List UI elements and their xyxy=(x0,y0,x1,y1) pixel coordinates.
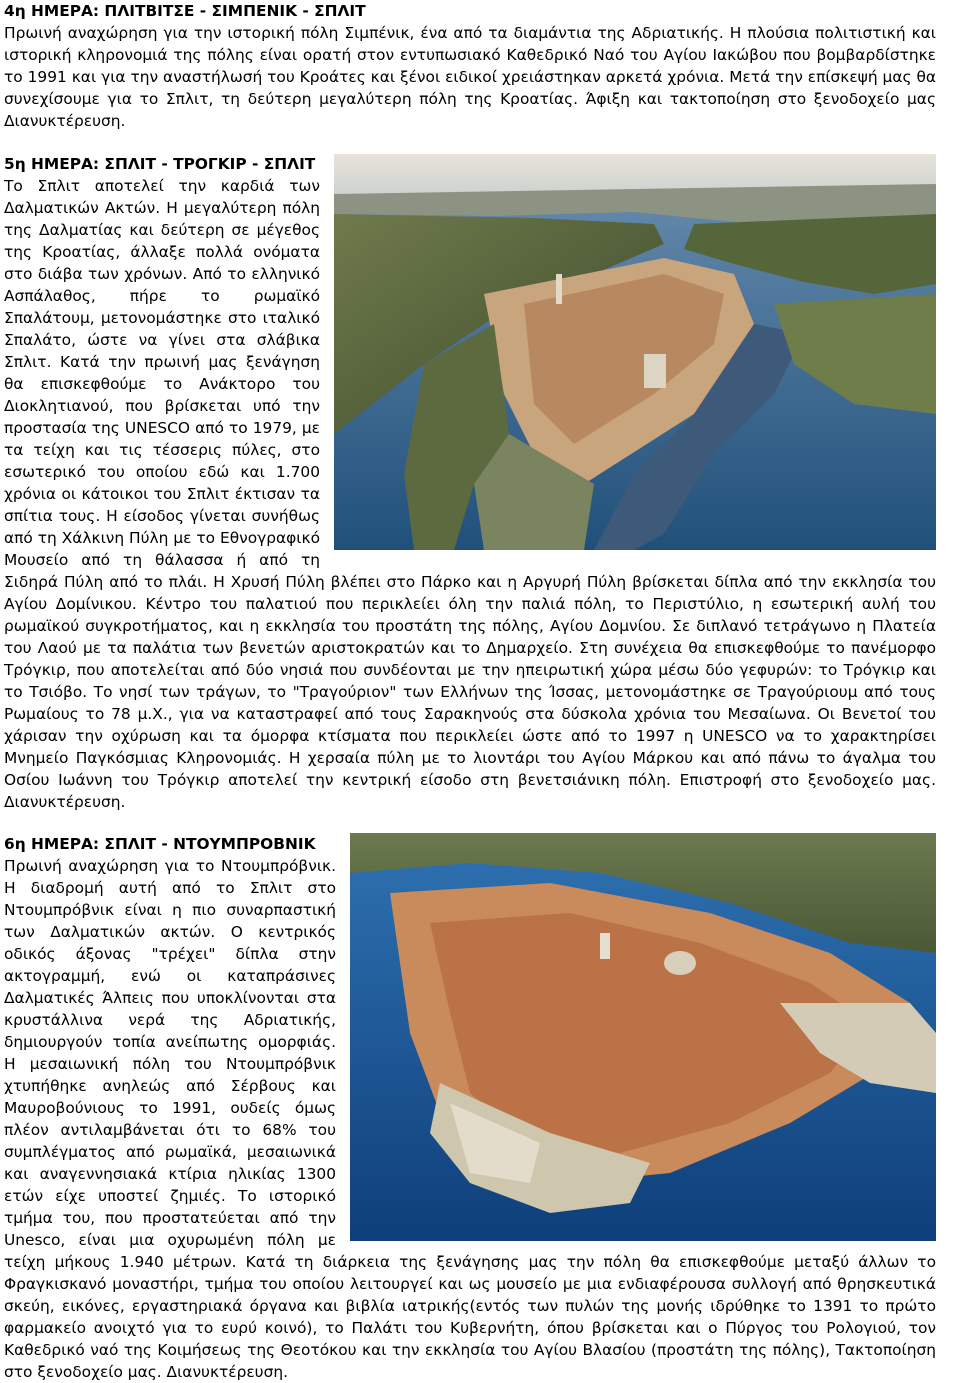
day4-title: 4η ΗΜΕΡΑ: ΠΛΙΤΒΙΤΣΕ - ΣΙΜΠΕΝΙΚ - ΣΠΛΙΤ xyxy=(4,2,366,20)
trogir-aerial-photo xyxy=(334,154,936,550)
spacer xyxy=(4,132,936,153)
day4-text: Πρωινή αναχώρηση για την ιστορική πόλη Σιμπένικ, ένα από τα διαμάντια της Αδριατικής. Η πλούσια πολιτιστική και ιστορική κληρονομιά της πόλης είναι ορατή στον εντυπωσιακό Καθεδρικό Ναό του Αγίου Ιακώβου που βομβαρδίστηκε το 1991 και για την αναστήλωσή του Κροάτες και ξένοι ειδικοί χρειάστηκαν αρκετά χρόνια. Μετά την επίσκεψή μας θα συνεχίσουμε για το Σπλιτ, τη δεύτερη μεγαλύτερη πόλη της Κροατίας. Άφιξη και τακτοποίηση στο ξενοδοχείο μας Διανυκτέρευση. xyxy=(4,24,936,130)
dubrovnik-aerial-photo xyxy=(350,833,936,1241)
day6-title: 6η ΗΜΕΡΑ: ΣΠΛΙΤ - ΝΤΟΥΜΠΡΟΒΝΙΚ xyxy=(4,835,316,853)
trogir-aerial-image xyxy=(334,154,936,550)
day5-title: 5η ΗΜΕΡΑ: ΣΠΛΙΤ - ΤΡΟΓΚΙΡ - ΣΠΛΙΤ xyxy=(4,155,316,173)
day6-text: Πρωινή αναχώρηση για το Ντουμπρόβνικ. Η διαδρομή αυτή από το Σπλιτ στο Ντουμπρόβνικ είναι η πιο συναρπαστική των Δαλματικών ακτών. Ο κεντρικός οδικός άξονας "τρέχει" δίπλα στην ακτογραμμή, ενώ οι καταπράσινες Δαλματικές Άλπεις που υποκλίνονται στα κρυστάλλινα νερά της Αδριατικής, δημιουργούν τοπία ανείπωτης ομορφιάς. Η μεσαιωνική πόλη του Ντουμπρόβνικ χτυπήθηκε ανηλεώς από Σέρβους και Μαυροβούνιους το 1991, ουδείς όμως πλέον αντιλαμβάνεται ότι το 68% του συμπλέγματος από ρωμαϊκά, μεσαιωνικά και αναγεννησιακά κτίρια ηλικίας 1300 ετών είχε υποστεί ζημιές. Το ιστορικό τμήμα του, που προστατεύεται από την Unesco, είναι μια οχυρωμένη πόλη με τείχη μήκους 1.940 μέτρων. Κατά τη διάρκεια της ξενάγησης μας την πόλη θα επισκεφθούμε μεταξύ άλλων το Φραγκισκανό μοναστήρι, τμήμα του οποίου λειτουργεί και ως μουσείο με μια ενδιαφέρουσα συλλογή από θρησκευτικά σκεύη, εικόνες, εργαστηριακά όργανα και βιβλία ιατρικής(εντός των πυλών της μονής ιδρύθηκε το 1391 το πρώτο φαρμακείο ανοιχτό για το ευρύ κοινό), το Παλάτι του Κυβερνήτη, όπου βρίσκεται και ο Πύργος του Ρολογιού, τον Καθεδρικό ναό της Κοιμήσεως της Θεοτόκου και την εκκλησία του Αγίου Βλασίου (προστάτη της πόλης), Τακτοποίηση στο ξενοδοχείο μας. Διανυκτέρευση. xyxy=(4,857,936,1381)
day5-section xyxy=(4,153,936,813)
spacer xyxy=(4,813,936,833)
day4-section xyxy=(4,0,936,132)
dubrovnik-aerial-image xyxy=(350,833,936,1241)
day5-text: Το Σπλιτ αποτελεί την καρδιά των Δαλματικών Ακτών. Η μεγαλύτερη πόλη της Δαλματίας και δεύτερη σε μέγεθος της Κροατίας, άλλαξε πολλά ονόματα στο διάβα των χρόνων. Από το ελληνικό Ασπάλαθος, πήρε το ρωμαϊκό Σπαλάτουμ, μετονομάστηκε στο ιταλικό Σπαλάτο, ώστε να γίνει στα σλάβικα Σπλιτ. Κατά την πρωινή μας ξενάγηση θα επισκεφθούμε το Ανάκτορο του Διοκλητιανού, που βρίσκεται υπό την προστασία της UNESCO από το 1979, με τα τείχη και τις τέσσερις πύλες, στο εσωτερικό του οποίου εδώ και 1.700 χρόνια οι κάτοικοι του Σπλιτ έκτισαν τα σπίτια τους. Η είσοδος γίνεται συνήθως από τη Χάλκινη Πύλη με το Εθνογραφικό Μουσείο από τη θάλασσα ή από τη Σιδηρά Πύλη από το πλάι. Η Χρυσή Πύλη βλέπει στο Πάρκο και η Αργυρή Πύλη βρίσκεται δίπλα από την εκκλησία του Αγίου Δομίνικου. Κέντρο του παλατιού που περικλείει όλη την παλιά πόλη, το Περιστύλιο, η εσωτερική αυλή του ρωμαϊκού συγκροτήματος, και η εκκλησία του προστάτη της πόλης, Αγίου Δομνίου. Σε διπλανό τετράγωνο η Πλατεία του Λαού με τα παλάτια των βενετών αριστοκρατών και το Δημαρχείο. Στη συνέχεια θα επισκεφθούμε το πανέμορφο Τρόγκιρ, που αποτελείται από δύο νησιά που συνδέονται με την ηπειρωτική χώρα μέσω δύο γεφυρών: το Τρόγκιρ και το Τσιόβο. Το νησί των τράγων, το "Τραγούριον" των Ελλήνων της Ίσσας, μετονομάστηκε σε Τραγούριουμ από τους Ρωμαίους το 78 μ.Χ., για να καταστραφεί από τους Σαρακηνούς στα δύσκολα χρόνια του Μεσαίωνα. Οι Βενετοί του χάρισαν την οχύρωση και τα όμορφα κτίσματα που περικλείει ώστε από το 1997 η UNESCO να το χαρακτηρίσει Μνημείο Παγκόσμιας Κληρονομιάς. Η χερσαία πύλη με το λιοντάρι του Αγίου Μάρκου και από πάνω το άγαλμα του Οσίου Ιωάννη του Τρόγκιρ αποτελεί την κεντρική είσοδο στη βενετσιάνικη πόλη. Επιστροφή στο ξενοδοχείο μας. Διανυκτέρευση. xyxy=(4,177,936,811)
day6-section xyxy=(4,833,936,1383)
